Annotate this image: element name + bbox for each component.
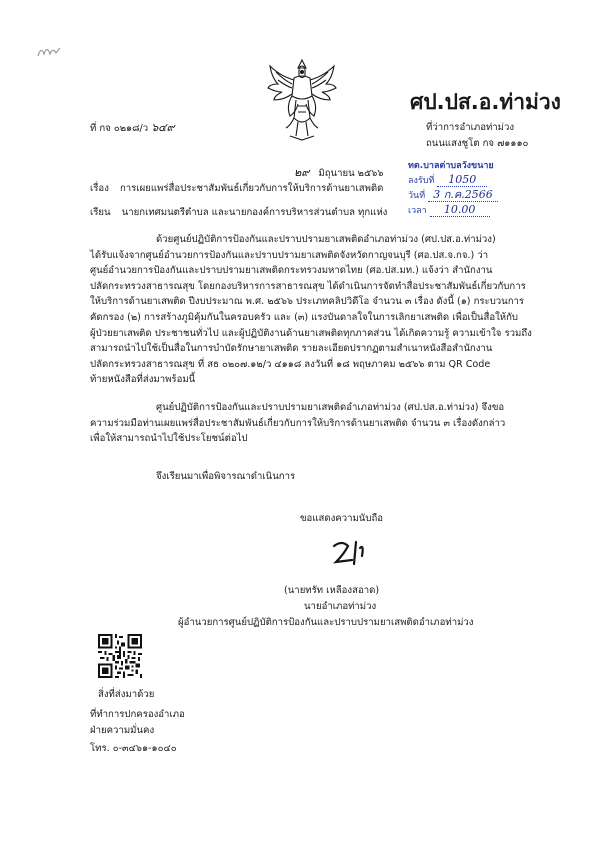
stamp-org: ทต.บาลต่าบลวังขนาย: [408, 161, 494, 171]
body-paragraph-2: [90, 400, 538, 447]
para1-line: ศูนย์อำนวยการป้องกันและปราบปรามยาเสพติดกระทรวงมหาดไทย (ศอ.ปส.มท.) แจ้งว่า สำนักงาน: [90, 265, 493, 277]
signature-icon: [330, 538, 382, 568]
para1-line: คัดกรอง (๒) การสร้างภูมิคุ้มกันในครอบครัว และ (๓) แรงบันดาลใจในการเลิกยาเสพติด เพื่อเป็นสื่อให้กับ: [90, 311, 519, 323]
para1-line: ผู้ป่วยยาเสพติด ประชาชนทั่วไป และผู้ปฏิบัติงานด้านยาเสพติดทุกภาคส่วน ได้เกิดความรู้ ความเข้าใจ รวมถึง: [90, 327, 532, 339]
date-month-year: มิถุนายน ๒๕๖๖: [318, 168, 384, 179]
address-line-1: ที่ว่าการอำเภอท่าม่วง: [426, 122, 515, 133]
agency-name: ศป.ปส.อ.ท่าม่วง: [410, 90, 561, 114]
stamp-recv-value: 1050: [437, 173, 487, 187]
addressee-line: [90, 206, 387, 220]
para2-line: ศูนย์ปฏิบัติการป้องกันและปราบปรามยาเสพติดอำเภอท่าม่วง (ศป.ปส.อ.ท่าม่วง) จึงขอ: [156, 402, 505, 413]
para1-line: ได้รับแจ้งจากศูนย์อำนวยการป้องกันและปราบปรามยาเสพติดจังหวัดกาญจนบุรี (ศอ.ปส.จ.กจ.) ว่า: [90, 249, 489, 261]
address-line-2: ถนนแสงชูโต กจ ๗๑๑๑๐: [426, 138, 529, 149]
para1-line: ด้วยศูนย์ปฏิบัติการป้องกันและปราบปรามยาเสพติดอำเภอท่าม่วง (ศป.ปส.อ.ท่าม่วง): [156, 234, 496, 245]
body-paragraph-3: จึงเรียนมาเพื่อพิจารณาดำเนินการ: [156, 471, 296, 482]
para1-line: ให้บริการด้านยาเสพติด ปีงบประมาณ พ.ศ. ๒๕๖๖ ประเภทคลิปวิดีโอ จำนวน ๓ เรื่อง ดังนี้ (๑) กระบวนการ: [90, 296, 525, 308]
signer-name: (นายทรัท เหลืองสอาด): [284, 585, 380, 596]
para1-line: ปลัดกระทรวงสาธารณสุข ที่ สธ ๐๒๐๗.๑๒/ว ๔๑๑๘ ลงวันที่ ๑๘ พฤษภาคม ๒๕๖๖ ตาม QR Code: [90, 358, 491, 370]
addressee-label: เรียน: [90, 207, 111, 218]
subject-text: การเผยแพร่สื่อประชาสัมพันธ์เกี่ยวกับการให้บริการด้านยาเสพติด: [119, 183, 384, 194]
receiving-stamp: [408, 160, 530, 220]
document-number-prefix: ที่ กจ ๐๒๑๘/ว: [90, 123, 152, 134]
para1-line: สามารถนำไปใช้เป็นสื่อในการบำบัดรักษายาเสพติด รายละเอียดปรากฏตามสำเนาหนังสือสำนักงาน: [90, 343, 493, 355]
closing-salutation: ขอแสดงความนับถือ: [300, 513, 384, 524]
para1-line: ท้ายหนังสือที่ส่งมาพร้อมนี้: [90, 374, 196, 386]
stamp-time-label: เวลา: [408, 206, 427, 216]
signer-title-1: นายอำเภอท่าม่วง: [304, 601, 377, 612]
para2-line: เพื่อให้สามารถนำไปใช้ประโยชน์ต่อไป: [90, 433, 248, 445]
pencil-annotation: [36, 42, 62, 60]
subject-label: เรื่อง: [90, 183, 109, 194]
subject-line: [90, 182, 383, 196]
attachment-label: สิ่งที่ส่งมาด้วย: [98, 689, 155, 700]
qr-code-icon: [98, 634, 142, 678]
document-number: [90, 121, 175, 136]
office-phone: โทร. ๐-๓๔๖๑-๑๐๔๐: [90, 743, 177, 754]
stamp-date-label: วันที่: [408, 191, 426, 201]
document-number-handwritten: ๖๔๙: [151, 121, 175, 134]
signer-title-2: ผู้อำนวยการศูนย์ปฏิบัติการป้องกันและปราบปรามยาเสพติดอำเภอท่าม่วง: [178, 617, 474, 628]
para2-line: ความร่วมมือท่านเผยแพร่สื่อประชาสัมพันธ์เกี่ยวกับการให้บริการด้านยาเสพติด จำนวน ๓ เรื่องดังกล่าว: [90, 417, 506, 429]
stamp-date-value: 3 ก.ค.2566: [428, 188, 498, 202]
date-day-handwritten: ๒๙: [294, 166, 310, 179]
garuda-emblem-icon: [264, 56, 340, 142]
stamp-time-value: 10.00: [430, 203, 490, 217]
office-line-1: ที่ทำการปกครองอำเภอ: [90, 709, 185, 720]
stamp-recv-label: ลงรับที่: [408, 176, 435, 186]
addressee-text: นายกเทศมนตรีตำบล และนายกองค์การบริหารส่วนตำบล ทุกแห่ง: [121, 207, 388, 218]
body-paragraph-1: [90, 232, 538, 388]
document-date: [294, 166, 383, 181]
office-line-2: ฝ่ายความมั่นคง: [90, 725, 155, 736]
para1-line: ปลัดกระทรวงสาธารณสุข โดยกองบริหารการสาธารณสุข ได้ดำเนินการจัดทำสื่อประชาสัมพันธ์เกี่ยวกับการ: [90, 280, 526, 292]
